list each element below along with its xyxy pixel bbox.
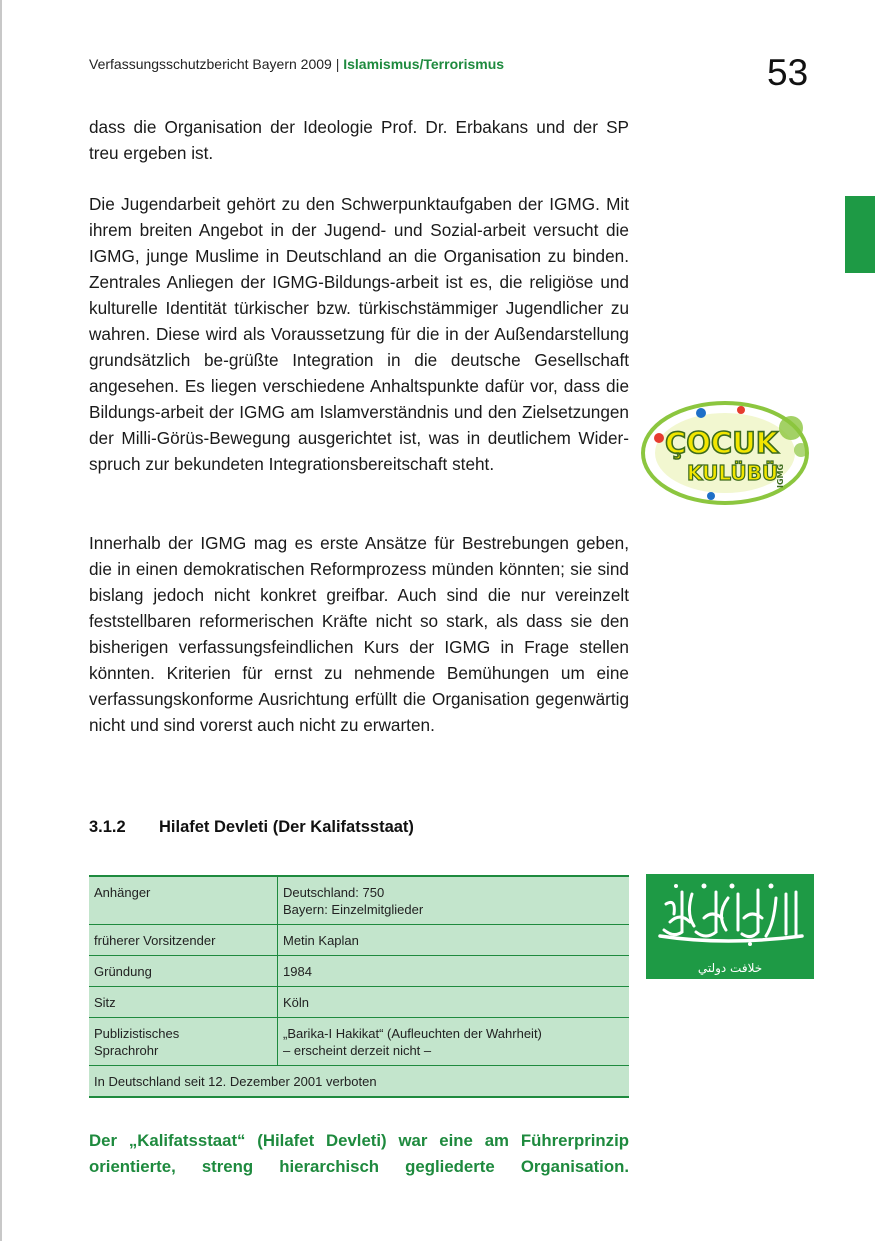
row-label: Sitz [89, 987, 278, 1018]
table-row [89, 1018, 629, 1066]
logo-line2: KULÜBÜ [687, 461, 779, 485]
label-line: Publizistisches [94, 1026, 180, 1041]
paragraph-2: Die Jugendarbeit gehört zu den Schwerpunktaufgaben der IGMG. Mit ihrem breiten Angebot in der Jugend- und Sozial-arbeit versucht die IGMG, junge Muslime in Deutschland an die Organisation zu binden. Zentrales Anliegen der IGMG-Bildungs-arbeit ist es, die religiöse und kulturelle Identität türkischer bzw. türkischstämmiger Jugendlicher zu wahren. Diese wird als Voraussetzung für die in der Außendarstellung grundsätzlich be-grüßte Integration in die deutsche Gesellschaft angesehen. Es liegen verschiedene Anhaltspunkte dafür vor, dass die Bildungs-arbeit der IGMG am Islamverständnis und den Zielsetzungen der Milli-Görüs-Bewegung ausgerichtet ist, was in deutlichem Wider-spruch zur bekundeten Integrationsbereitschaft steht. [89, 194, 629, 474]
facts-table [89, 875, 629, 1098]
row-label [89, 1018, 278, 1066]
row-value [278, 876, 630, 925]
chapter-tab-marker [845, 196, 875, 273]
header-separator: | [335, 56, 340, 72]
row-value: Köln [278, 987, 630, 1018]
paragraph-3: Innerhalb der IGMG mag es erste Ansätze für Bestrebungen geben, die in einen demokratischen Reformprozess münden könnten; sie sind bislang jedoch nicht konkret greifbar. Auch sind die nur vereinzelt feststellbaren reformerischen Kräfte nicht so stark, als dass sie den bisherigen verfassungsfeindlichen Kurs der IGMG in Frage stellen könnten. Kriterien für ernst zu nehmende Bemühungen um eine verfassungskonforme Ausrichtung erfüllt die Organisation gegenwärtig nicht und sind vorerst auch nicht zu erwarten. [89, 533, 629, 735]
cocuk-kulubu-logo [641, 398, 811, 506]
lead-text: Der „Kalifatsstaat“ (Hilafet Devleti) war eine am Führerprinzip orientierte, streng hierarchisch gegliederte Organisation. [89, 1131, 629, 1176]
logo-line1: ÇOCUK [665, 426, 779, 460]
row-value [278, 1018, 630, 1066]
subsection-title: Hilafet Devleti (Der Kalifatsstaat) [159, 818, 414, 836]
subsection-number: 3.1.2 [89, 818, 126, 836]
row-label: Gründung [89, 956, 278, 987]
row-value: Metin Kaplan [278, 925, 630, 956]
row-label: früherer Vorsitzender [89, 925, 278, 956]
paragraph-1: dass die Organisation der Ideologie Prof. Dr. Erbakans und der SP treu ergeben ist. [89, 117, 629, 163]
table-footer-row [89, 1066, 629, 1098]
subsection-heading [89, 818, 414, 837]
ban-note: In Deutschland seit 12. Dezember 2001 verboten [94, 1074, 377, 1089]
flag-caption: خلافت دولتي [697, 961, 763, 975]
kalifatsstaat-flag [646, 874, 814, 979]
value-line: „Barika-I Hakikat“ (Aufleuchten der Wahrheit) [283, 1026, 542, 1041]
row-label: Anhänger [89, 876, 278, 925]
label-line: Sprachrohr [94, 1043, 159, 1058]
header-section: Islamismus/Terrorismus [343, 56, 505, 72]
table-row [89, 987, 629, 1018]
report-title: Verfassungsschutzbericht Bayern 2009 [89, 56, 332, 72]
table-row [89, 925, 629, 956]
value-line: Deutschland: 750 [283, 885, 385, 900]
value-line: Bayern: Einzelmitglieder [283, 902, 424, 917]
page-left-edge [0, 0, 2, 1241]
table-row [89, 956, 629, 987]
table-row [89, 876, 629, 925]
flag-calligraphy [646, 874, 814, 979]
value-line: – erscheint derzeit nicht – [283, 1043, 432, 1058]
row-value: 1984 [278, 956, 630, 987]
running-header [89, 56, 504, 72]
page-number: 53 [767, 52, 809, 93]
logo-side-text: IGMG [776, 463, 785, 488]
